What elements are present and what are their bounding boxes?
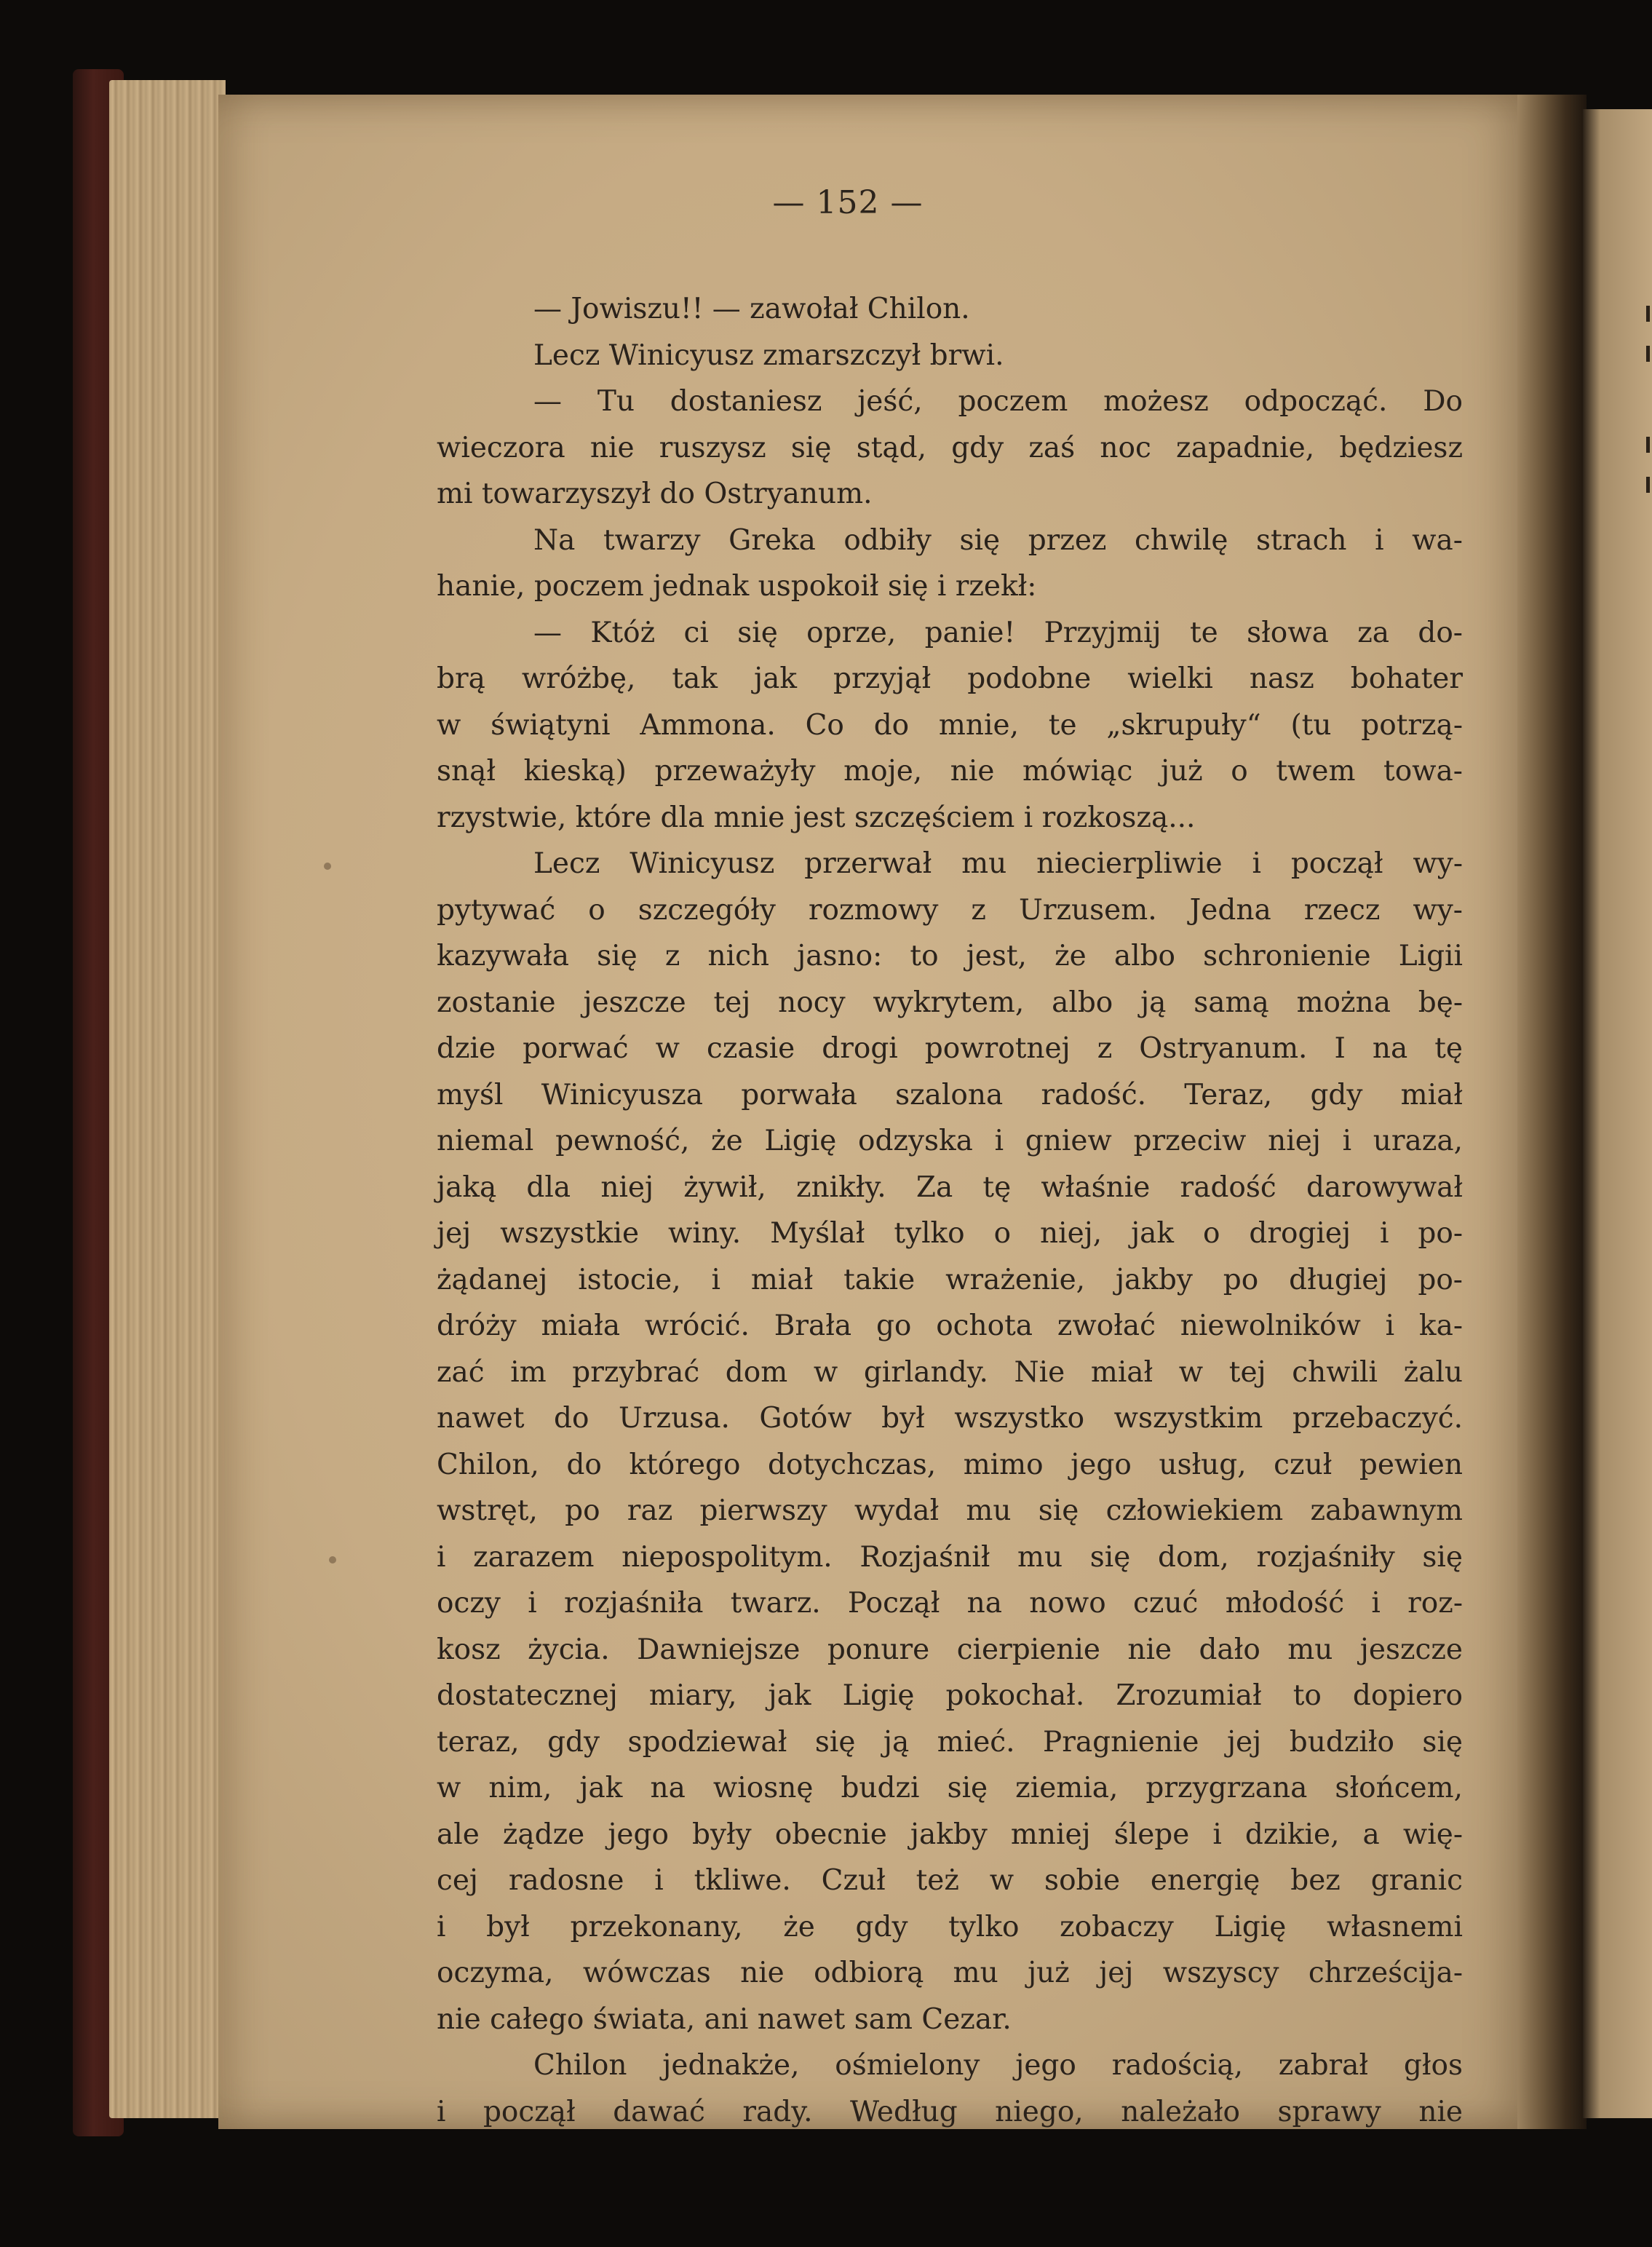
body-text bbox=[437, 286, 1463, 2135]
text-line: — Któż ci się oprze, panie! Przyjmij te słowa za do- bbox=[533, 616, 1463, 649]
text-line: nawet do Urzusa. Gotów był wszystko wszystkim przebaczyć. bbox=[437, 1402, 1463, 1435]
facing-page-text-fragment bbox=[1646, 477, 1650, 493]
text-line: Lecz Winicyusz przerwał mu niecierpliwie i począł wy- bbox=[533, 847, 1463, 880]
book-gutter bbox=[1517, 95, 1587, 2129]
text-line: ale żądze jego były obecnie jakby mniej ślepe i dzikie, a wię- bbox=[437, 1818, 1463, 1851]
text-line: dzie porwać w czasie drogi powrotnej z Ostryanum. I na tę bbox=[437, 1032, 1463, 1065]
text-line: Chilon jednakże, ośmielony jego radością, zabrał głos bbox=[533, 2049, 1463, 2082]
text-line: — Jowiszu!! — zawołał Chilon. bbox=[533, 293, 970, 325]
text-line: zostanie jeszcze tej nocy wykrytem, albo ją samą można bę- bbox=[437, 986, 1463, 1019]
text-line: żądanej istocie, i miał takie wrażenie, jakby po długiej po- bbox=[437, 1263, 1463, 1296]
text-line: dróży miała wrócić. Brała go ochota zwołać niewolników i ka- bbox=[437, 1309, 1463, 1342]
text-line: myśl Winicyusza porwała szalona radość. Teraz, gdy miał bbox=[437, 1078, 1463, 1111]
text-line: cej radosne i tkliwe. Czuł też w sobie energię bez granic bbox=[437, 1864, 1463, 1897]
text-line: w świątyni Ammona. Co do mnie, te „skrupuły“ (tu potrzą- bbox=[437, 708, 1463, 742]
text-line: i był przekonany, że gdy tylko zobaczy Ligię własnemi bbox=[437, 1910, 1463, 1943]
text-line: wstręt, po raz pierwszy wydał mu się człowiekiem zabawnym bbox=[437, 1494, 1463, 1527]
text-line: Lecz Winicyusz zmarszczył brwi. bbox=[533, 338, 1004, 372]
facing-page-text-fragment bbox=[1646, 306, 1650, 322]
text-line: wieczora nie ruszysz się stąd, gdy zaś noc zapadnie, będziesz bbox=[437, 431, 1463, 464]
page-number: — 152 — bbox=[772, 184, 924, 221]
text-line: oczyma, wówczas nie odbiorą mu już jej wszyscy chrześcija- bbox=[437, 1957, 1463, 1989]
text-line: w nim, jak na wiosnę budzi się ziemia, przygrzana słońcem, bbox=[437, 1772, 1463, 1804]
text-line: i zarazem niepospolitym. Rozjaśnił mu się dom, rozjaśniły się bbox=[437, 1540, 1463, 1574]
text-line: mi towarzyszył do Ostryanum. bbox=[437, 477, 873, 510]
text-line: jej wszystkie winy. Myślał tylko o niej, jak o drogiej i po- bbox=[437, 1217, 1463, 1250]
paper-speck bbox=[329, 1556, 336, 1564]
page-edges bbox=[109, 80, 226, 2118]
text-line: Na twarzy Greka odbiły się przez chwilę strach i wa- bbox=[533, 523, 1463, 557]
text-line: zać im przybrać dom w girlandy. Nie miał w tej chwili żalu bbox=[437, 1355, 1463, 1389]
text-line: teraz, gdy spodziewał się ją mieć. Pragnienie jej budziło się bbox=[437, 1725, 1463, 1759]
text-line: nie całego świata, ani nawet sam Cezar. bbox=[437, 2002, 1012, 2036]
text-line: niemal pewność, że Ligię odzyska i gniew przeciw niej i uraza, bbox=[437, 1125, 1463, 1157]
text-line: jaką dla niej żywił, znikły. Za tę właśnie radość darowywał bbox=[437, 1170, 1463, 1204]
text-line: hanie, poczem jednak uspokoił się i rzekł: bbox=[437, 570, 1037, 603]
text-line: brą wróżbę, tak jak przyjął podobne wielki nasz bohater bbox=[437, 662, 1463, 695]
text-line: — Tu dostaniesz jeść, poczem możesz odpocząć. Do bbox=[533, 385, 1463, 418]
text-line: kazywała się z nich jasno: to jest, że albo schronienie Ligii bbox=[437, 940, 1463, 972]
facing-page bbox=[1583, 109, 1652, 2118]
text-line: rzystwie, które dla mnie jest szczęściem i rozkoszą... bbox=[437, 801, 1196, 834]
text-line: dostatecznej miary, jak Ligię pokochał. Zrozumiał to dopiero bbox=[437, 1679, 1463, 1712]
text-line: kosz życia. Dawniejsze ponure cierpienie nie dało mu jeszcze bbox=[437, 1633, 1463, 1666]
text-line: i począł dawać rady. Według niego, należało sprawy nie bbox=[437, 2095, 1463, 2128]
paper-speck bbox=[324, 863, 331, 870]
facing-page-text-fragment bbox=[1646, 437, 1650, 453]
text-line: snął kieską) przeważyły moje, nie mówiąc już o twem towa- bbox=[437, 755, 1463, 788]
text-line: Chilon, do którego dotychczas, mimo jego usług, czuł pewien bbox=[437, 1448, 1463, 1481]
text-line: pytywać o szczegóły rozmowy z Urzusem. Jedna rzecz wy- bbox=[437, 893, 1463, 927]
facing-page-text-fragment bbox=[1646, 346, 1650, 362]
text-line: oczy i rozjaśniła twarz. Począł na nowo czuć młodość i roz- bbox=[437, 1587, 1463, 1620]
